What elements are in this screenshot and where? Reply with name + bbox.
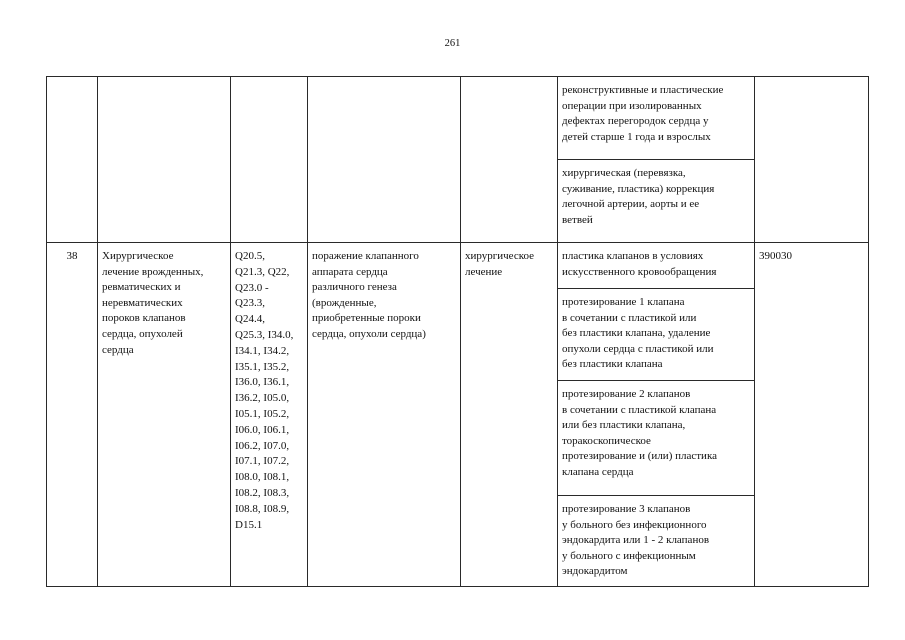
method-cell: протезирование 2 клапанов в сочетании с пластикой клапана или без пластики клапана, торакоскопическое протезирование и (или) пластика клапана сердца <box>558 381 755 496</box>
page-number: 261 <box>444 38 461 49</box>
method-cell: протезирование 1 клапана в сочетании с пластикой или без пластики клапана, удаление опухоли сердца с пластикой или без пластики клапана <box>558 289 755 381</box>
empty-cell <box>47 77 98 243</box>
diagnosis-cell: поражение клапанного аппарата сердца различного генеза (врожденные, приобретенные пороки сердца, опухоли сердца) <box>308 243 461 587</box>
empty-cell <box>98 77 231 243</box>
empty-cell <box>308 77 461 243</box>
empty-cell <box>461 77 558 243</box>
row-number: 38 <box>47 243 98 587</box>
table-row <box>47 243 869 289</box>
treatment-type-cell: хирургическое лечение <box>461 243 558 587</box>
method-cell: хирургическая (перевязка, суживание, пластика) коррекция легочной артерии, аорты и ее ветвей <box>558 160 755 243</box>
empty-cell <box>755 77 869 243</box>
medical-care-table <box>46 76 869 587</box>
method-cell: реконструктивные и пластические операции при изолированных дефектах перегородок сердца у детей старше 1 года и взрослых <box>558 77 755 160</box>
table-row <box>47 77 869 160</box>
cost-cell: 390030 <box>755 243 869 587</box>
icd-codes-cell: Q20.5, Q21.3, Q22, Q23.0 - Q23.3, Q24.4, Q25.3, I34.0, I34.1, I34.2, I35.1, I35.2, I36.0, I36.1, I36.2, I05.0, I05.1, I05.2, I06.0, I06.1, I06.2, I07.0, I07.1, I07.2, I08.0, I08.1, I08.2, I08.3, I08.8, I08.9, D15.1 <box>231 243 308 587</box>
method-cell: пластика клапанов в условиях искусственного кровообращения <box>558 243 755 289</box>
empty-cell <box>231 77 308 243</box>
care-profile-cell: Хирургическое лечение врожденных, ревматических и неревматических пороков клапанов сердца, опухолей сердца <box>98 243 231 587</box>
method-cell: протезирование 3 клапанов у больного без инфекционного эндокардита или 1 - 2 клапанов у больного с инфекционным эндокардитом <box>558 496 755 587</box>
